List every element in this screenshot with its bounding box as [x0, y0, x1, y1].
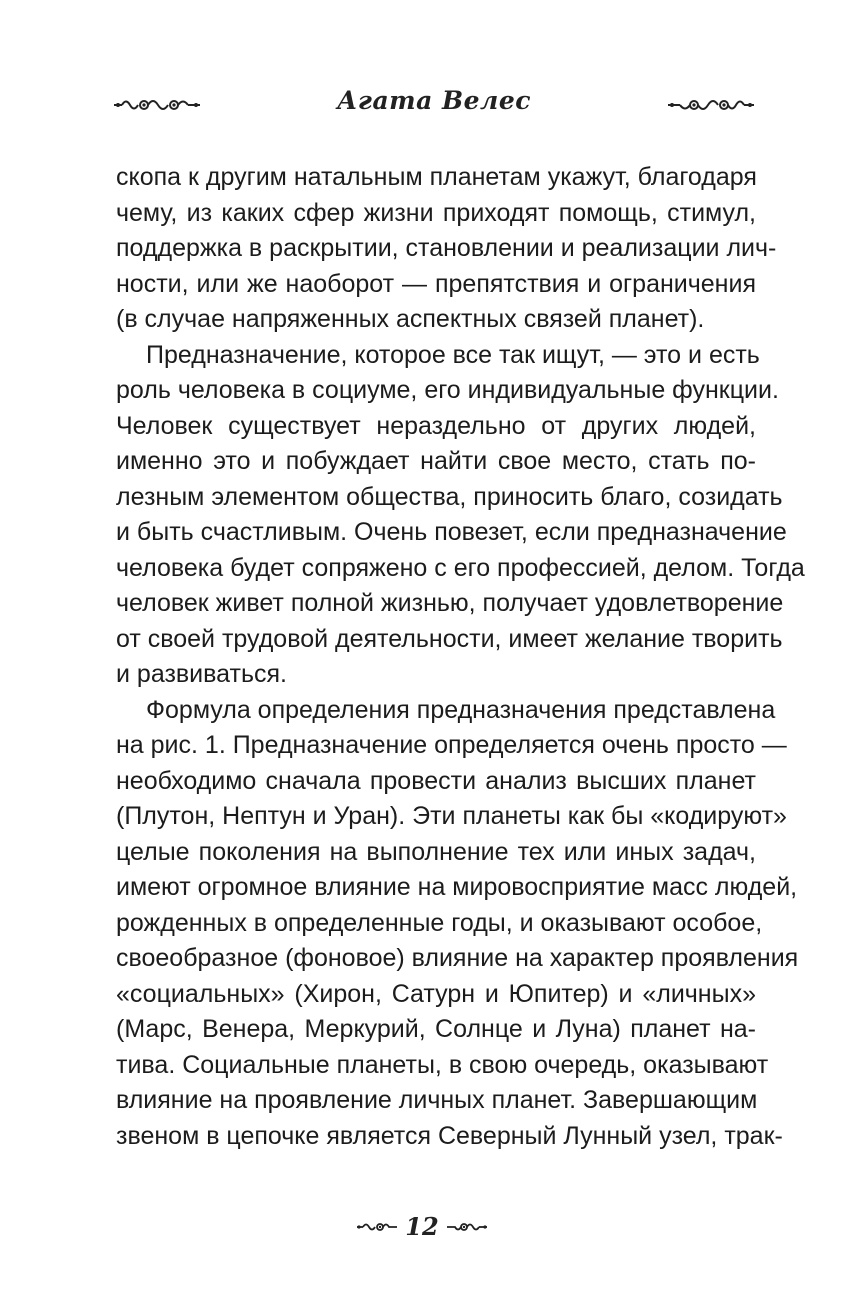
right-folio-flourish-icon [445, 1219, 489, 1235]
text-line: и развиваться. [116, 660, 287, 688]
text-line: тива. Социальные планеты, в свою очередь, оказывают [116, 1050, 769, 1079]
text-line: целые поколения на выполнение тех или иных задач, [116, 837, 756, 866]
text-line: именно это и побуждает найти свое место, стать по- [116, 447, 756, 475]
text-line: скопа к другим натальным планетам укажут, благодаря [116, 163, 757, 191]
body-text [116, 160, 805, 1154]
text-line: и быть счастливым. Очень повезет, если предназначение [116, 518, 787, 546]
text-line: (Марс, Венера, Меркурий, Солнце и Луна) планет на- [116, 1015, 756, 1043]
text-line: ности, или же наоборот — препятствия и ограничения [116, 269, 756, 298]
text-line: своеобразное (фоновое) влияние на характер проявления [116, 944, 799, 972]
right-flourish-icon [666, 94, 756, 116]
folio-group [355, 1212, 488, 1241]
text-line: имеют огромное влияние на мировосприятие масс людей, [116, 873, 798, 901]
text-line: (в случае напряженных аспектных связей планет). [116, 305, 705, 333]
text-line: поддержка в раскрытии, становлении и реализации лич- [116, 234, 777, 262]
page-footer [0, 1212, 844, 1244]
text-line: от своей трудовой деятельности, имеет желание творить [116, 624, 783, 653]
text-line: звеном в цепочке является Северный Лунный узел, трак- [116, 1121, 783, 1150]
left-folio-flourish-icon [355, 1219, 399, 1235]
text-line: на рис. 1. Предназначение определяется очень просто — [116, 731, 787, 759]
text-line: человека будет сопряжено с его профессией, делом. Тогда [116, 553, 805, 582]
text-line: Формула определения предназначения представлена [146, 695, 776, 724]
text-line: необходимо сначала провести анализ высших планет [116, 766, 756, 795]
text-line: рожденных в определенные годы, и оказывают особое, [116, 908, 763, 937]
text-line: «социальных» (Хирон, Сатурн и Юпитер) и «личных» [116, 979, 756, 1008]
text-line: влияние на проявление личных планет. Завершающим [116, 1086, 758, 1114]
running-head-author: Агата Велес [337, 86, 531, 115]
page-number: 12 [405, 1212, 439, 1241]
text-line: лезным элементом общества, приносить благо, созидать [116, 482, 783, 511]
page-header [112, 86, 756, 126]
text-line: (Плутон, Нептун и Уран). Эти планеты как бы «кодируют» [116, 802, 787, 830]
text-line: Предназначение, которое все так ищут, — это и есть [146, 340, 760, 369]
text-line: Человек существует нераздельно от других людей, [116, 411, 756, 440]
text-line: чему, из каких сфер жизни приходят помощь, стимул, [116, 198, 756, 227]
text-line: роль человека в социуме, его индивидуальные функции. [116, 376, 779, 404]
text-line: человек живет полной жизнью, получает удовлетворение [116, 589, 784, 617]
